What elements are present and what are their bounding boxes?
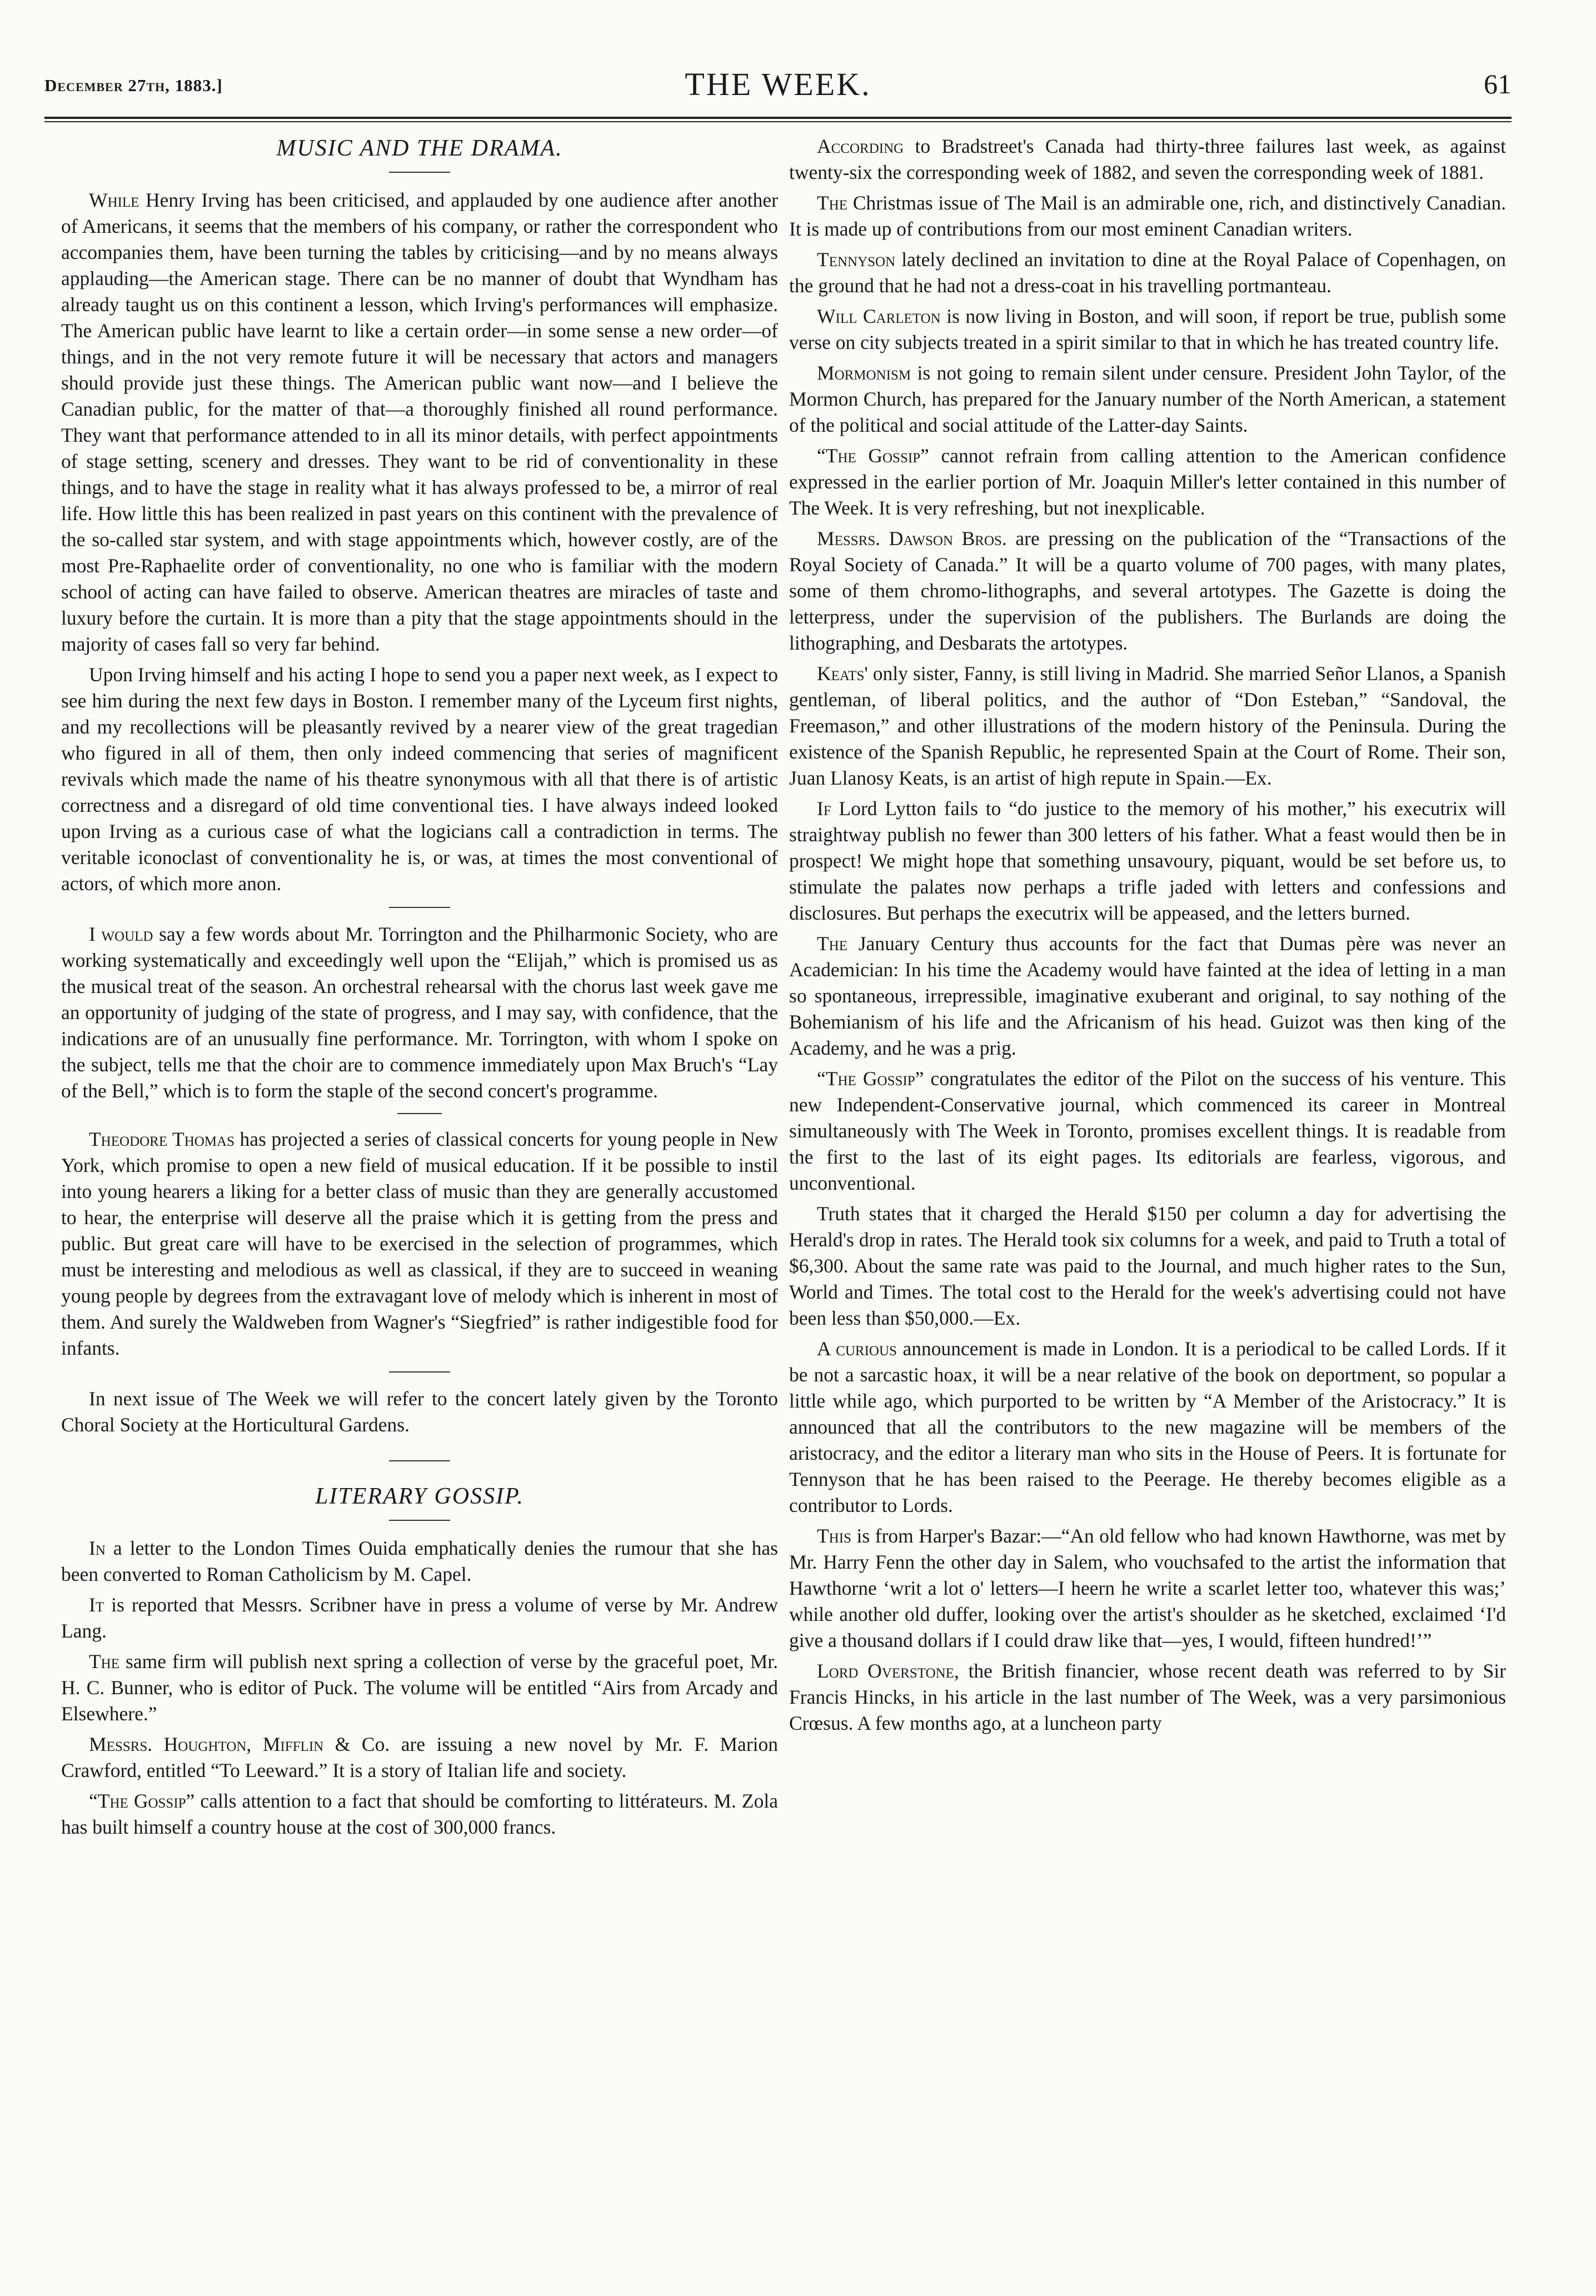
article-paragraph	[61, 662, 778, 897]
paragraph-lead: Lord Overstone,	[817, 1660, 959, 1682]
paragraph-lead: According	[817, 135, 904, 157]
paragraph-lead: The	[817, 932, 848, 955]
paragraph-text: cannot refrain from calling attention to the American confidence expressed in the earlier portion of Mr. Joaquin Miller's letter contained in this number of The Week. It is very refreshing, but not inexplicable.	[789, 445, 1506, 519]
article-paragraph	[789, 1336, 1506, 1519]
paragraph-text: congratulates the editor of the Pilot on the success of his venture. This new Independent-Conservative journal, which commenced its career in Montreal simultaneously with The Week in Toronto, promises excellent things. It is readable from the first to the last of its eight pages. Its editorials are fearless, vigorous, and unconventional.	[789, 1067, 1506, 1194]
title-rule	[389, 172, 450, 173]
article-paragraph	[789, 1066, 1506, 1196]
paragraph-text: only sister, Fanny, is still living in Madrid. She married Señor Llanos, a Spanish gentleman, of liberal politics, and the author of “Don Esteban,” “Sandoval, the Freemason,” and other illustrations of the modern history of the Peninsula. During the existence of the Spanish Republic, he represented Spain at the Court of Rome. Their son, Juan Llanosy Keats, is an artist of high repute in Spain.—Ex.	[789, 662, 1506, 789]
paragraph-lead: Theodore Thomas	[89, 1128, 235, 1150]
article-paragraph	[789, 247, 1506, 299]
paragraph-lead: The	[817, 192, 848, 214]
article-paragraph	[61, 187, 778, 657]
paragraph-lead: In	[89, 1537, 106, 1559]
article-paragraph	[789, 133, 1506, 186]
paragraph-lead: “The Gossip”	[89, 1790, 195, 1812]
masthead-title: THE WEEK.	[685, 66, 871, 102]
paragraph-text: calls attention to a fact that should be comforting to littérateurs. M. Zola has built himself a country house at the cost of 300,000 francs.	[61, 1790, 778, 1838]
article-paragraph	[789, 526, 1506, 656]
article-paragraph	[789, 1658, 1506, 1736]
paragraph-text: Christmas issue of The Mail is an admirable one, rich, and distinctively Canadian. It is made up of contributions from our most eminent Canadian writers.	[789, 192, 1506, 240]
article-paragraph	[61, 1386, 778, 1438]
article-paragraph	[789, 190, 1506, 242]
article-paragraph	[789, 931, 1506, 1061]
header-rule-bottom	[44, 121, 1512, 122]
paragraph-text: Truth states that it charged the Herald $150 per column a day for advertising the Herald's drop in rates. The Herald took six columns for a week, and paid to Truth a total of $6,300. About the same rate was paid to the Journal, and much higher rates to the Sun, World and Times. The total cost to the Herald for the week's advertising could not have been less than $50,000.—Ex.	[789, 1202, 1506, 1329]
article-paragraph	[61, 1126, 778, 1361]
title-rule	[389, 1520, 450, 1521]
section-divider	[389, 1371, 450, 1372]
article-paragraph	[789, 796, 1506, 926]
article-paragraph	[61, 1649, 778, 1727]
article-paragraph	[789, 661, 1506, 791]
paragraph-lead: Tennyson	[817, 248, 896, 271]
header-rule-top	[44, 117, 1512, 119]
article-paragraph	[789, 360, 1506, 438]
paragraph-text: is from Harper's Bazar:—“An old fellow who had known Hawthorne, was met by Mr. Harry Fenn the other day in Salem, who vouchsafed to the artist the information that Hawthorne ‘writ a lot o' letters—I heern he write a scarlet letter too, whatever this was;’ while another old duffer, looking over the artist's shoulder as he sketched, exclaimed ‘I'd give a thousand dollars if I could draw like that—yes, I would, fifteen hundred!’”	[789, 1525, 1506, 1651]
paragraph-lead: The	[89, 1650, 120, 1673]
paragraph-text: Lord Lytton fails to “do justice to the memory of his mother,” his executrix will straightway publish no fewer than 300 letters of his father. What a feast would then be in prospect! We might hope that something unsavoury, piquant, would be set before us, to stimulate the palates now perhaps a trifle jaded with letters and confessions and disclosures. But perhaps the executrix will be appeased, and the letters burned.	[789, 797, 1506, 924]
paragraph-text: announcement is made in London. It is a periodical to be called Lords. If it be not a sarcastic hoax, it will be a near relative of the book on deportment, so popular a little while ago, which purported to be written by “A Member of the Aristocracy.” It is announced that all the contributors to the new magazine will be members of the aristocracy, and the editor a literary man who sits in the House of Peers. It is fortunate for Tennyson that he has been raised to the Peerage. He thereby becomes eligible as a contributor to Lords.	[789, 1337, 1507, 1516]
page-header	[44, 66, 1512, 110]
paragraph-lead: This	[817, 1525, 851, 1547]
paragraph-lead: Messrs. Houghton, Mifflin	[89, 1733, 324, 1755]
paragraph-text: has projected a series of classical concerts for young people in New York, which promise to open a new field of musical education. If it be possible to instil into young hearers a liking for a better class of music than they are generally accustomed to hear, the enterprise will deserve all the praise which it is getting from the press and public. But great care will have to be exercised in the selection of programmes, which must be interesting and melodious as well as classical, if they are to succeed in weaning young people by degrees from the extravagant love of melody which is inherent in most of them. And surely the Waldweben from Wagner's “Siegfried” is rather indigestible food for infants.	[61, 1128, 778, 1359]
paragraph-lead: Mormonism	[817, 362, 911, 384]
paragraph-lead: Keats'	[817, 662, 868, 685]
section-title-gossip: LITERARY GOSSIP.	[315, 1484, 524, 1509]
paragraph-text: to Bradstreet's Canada had thirty-three failures last week, as against twenty-six the corresponding week of 1882, and seven the corresponding week of 1881.	[789, 135, 1506, 183]
paragraph-text: Upon Irving himself and his acting I hope to send you a paper next week, as I expect to see him during the next few days in Boston. I remember many of the Lyceum first nights, and my recollections will be pleasantly revived by a nearer view of the great tragedian who figured in all of them, then only indeed commencing that series of magnificent revivals which made the name of his theatre synonymous with all that there is of artistic correctness and a disregard of old time conventional ties. I have always indeed looked upon Irving as a curious case of what the logicians call a contradiction in terms. The veritable iconoclast of conventionality he is, or was, at times the most conventional of actors, of which more anon.	[61, 663, 778, 895]
article-paragraph	[61, 1535, 778, 1588]
article-paragraph	[61, 1788, 778, 1840]
paragraph-text: Henry Irving has been criticised, and applauded by one audience after another of Americans, it seems that the members of his company, or rather the correspondent who accompanies them, have been turning the tables by criticising—and by no means always applauding—the American stage. There can be no manner of doubt that Wyndham has already taught us on this continent a lesson, which Irving's performances will emphasize. The American public have learnt to like a certain order—in some sense a new order—of things, and in the not very remote future it will be necessary that actors and managers should provide just these things. The American public want now—and I believe the Canadian public, for the matter of that—a thoroughly finished all round performance. They want that performance attended to in all its minor details, with perfect appointments of stage setting, scenery and dresses. They want to be rid of conventionality in these things, and to have the stage in reality what it has always professed to be, a mirror of real life. How little this has been realized in past years on this continent with the prevalence of the so-called star system, and with stage appointments which, however costly, are of the most Pre-Raphaelite order of conventionality, no one who is familiar with the modern school of acting can have failed to observe. American theatres are miracles of taste and luxury before the curtain. It is more than a pity that the stage appointments should in the majority of cases fall so very far behind.	[61, 189, 778, 655]
article-paragraph	[61, 1731, 778, 1784]
article-paragraph	[789, 1523, 1506, 1654]
article-paragraph	[789, 303, 1506, 356]
paragraph-text: is now living in Boston, and will soon, if report be true, publish some verse on city subjects treated in a spirit similar to that in which he has treated country life.	[789, 305, 1506, 353]
paragraph-lead: Will Carleton	[817, 305, 941, 327]
paragraph-lead: “The Gossip”	[817, 1067, 924, 1090]
paragraph-lead: I would	[89, 923, 153, 945]
paragraph-text: & Co. are issuing a new novel by Mr. F. Marion Crawford, entitled “To Leeward.” It is a story of Italian life and society.	[61, 1733, 779, 1781]
section-title-music: MUSIC AND THE DRAMA.	[276, 136, 563, 161]
paragraph-text: is reported that Messrs. Scribner have in press a volume of verse by Mr. Andrew Lang.	[61, 1594, 778, 1642]
paragraph-text: same firm will publish next spring a collection of verse by the graceful poet, Mr. H. C. Bunner, who is editor of Puck. The volume will be entitled “Airs from Arcady and Elsewhere.”	[61, 1650, 778, 1725]
paragraph-text: lately declined an invitation to dine at the Royal Palace of Copenhagen, on the ground that he had not a dress-coat in his travelling portmanteau.	[789, 248, 1506, 297]
issue-date: December 27th, 1883.]	[44, 76, 223, 95]
paragraph-text: is not going to remain silent under censure. President John Taylor, of the Mormon Church, has prepared for the January number of the North American, a statement of the political and social attitude of the Latter-day Saints.	[789, 362, 1506, 436]
paragraph-text: January Century thus accounts for the fact that Dumas père was never an Academician: In his time the Academy would have fainted at the idea of letting in a man so spontaneous, irrepressible, imaginative exuberant and original, to say nothing of the Bohemianism of his life and the Africanism of his head. Guizot was then king of the Academy, and he was a prig.	[789, 932, 1506, 1059]
paragraph-lead: It	[89, 1594, 104, 1616]
paragraph-lead: A curious	[817, 1337, 897, 1360]
paragraph-text: the British financier, whose recent death was referred to by Sir Francis Hincks, in his article in the last number of The Week, was a very parsimonious Crœsus. A few months ago, at a luncheon party	[789, 1660, 1506, 1734]
section-divider	[389, 907, 450, 908]
left-column	[61, 133, 778, 1845]
right-column	[789, 133, 1506, 1741]
paragraph-lead: “The Gossip”	[817, 445, 929, 467]
section-divider	[389, 1460, 450, 1461]
paragraph-lead: If	[817, 797, 831, 820]
paragraph-lead: While	[89, 189, 139, 211]
section-divider	[397, 1113, 442, 1114]
paragraph-text: In next issue of The Week we will refer to the concert lately given by the Toronto Choral Society at the Horticultural Gardens.	[61, 1387, 778, 1436]
paragraph-text: say a few words about Mr. Torrington and the Philharmonic Society, who are working systematically and exceedingly well upon the “Elijah,” which is promised us as the musical treat of the season. An orchestral rehearsal with the chorus last week gave me an opportunity of judging of the state of progress, and I may say, with confidence, that the indications are of an unusually fine performance. Mr. Torrington, with whom I spoke on the subject, tells me that the choir are to commence immediately upon Max Bruch's “Lay of the Bell,” which is to form the staple of the second concert's programme.	[61, 923, 778, 1102]
article-paragraph	[789, 443, 1506, 521]
paragraph-lead: Messrs. Dawson Bros.	[817, 527, 1007, 550]
paragraph-text: are pressing on the publication of the “Transactions of the Royal Society of Canada.” It will be a quarto volume of 700 pages, with many plates, some of them chromo-lithographs, and several artotypes. The Gazette is doing the letterpress, under the supervision of the publishers. The Burlands are doing the lithographing, and Desbarats the artotypes.	[789, 527, 1506, 654]
article-paragraph	[61, 921, 778, 1104]
page-number: 61	[1484, 68, 1512, 99]
article-paragraph	[789, 1201, 1506, 1331]
paragraph-text: a letter to the London Times Ouida emphatically denies the rumour that she has been converted to Roman Catholicism by M. Capel.	[61, 1537, 778, 1585]
article-paragraph	[61, 1592, 778, 1644]
